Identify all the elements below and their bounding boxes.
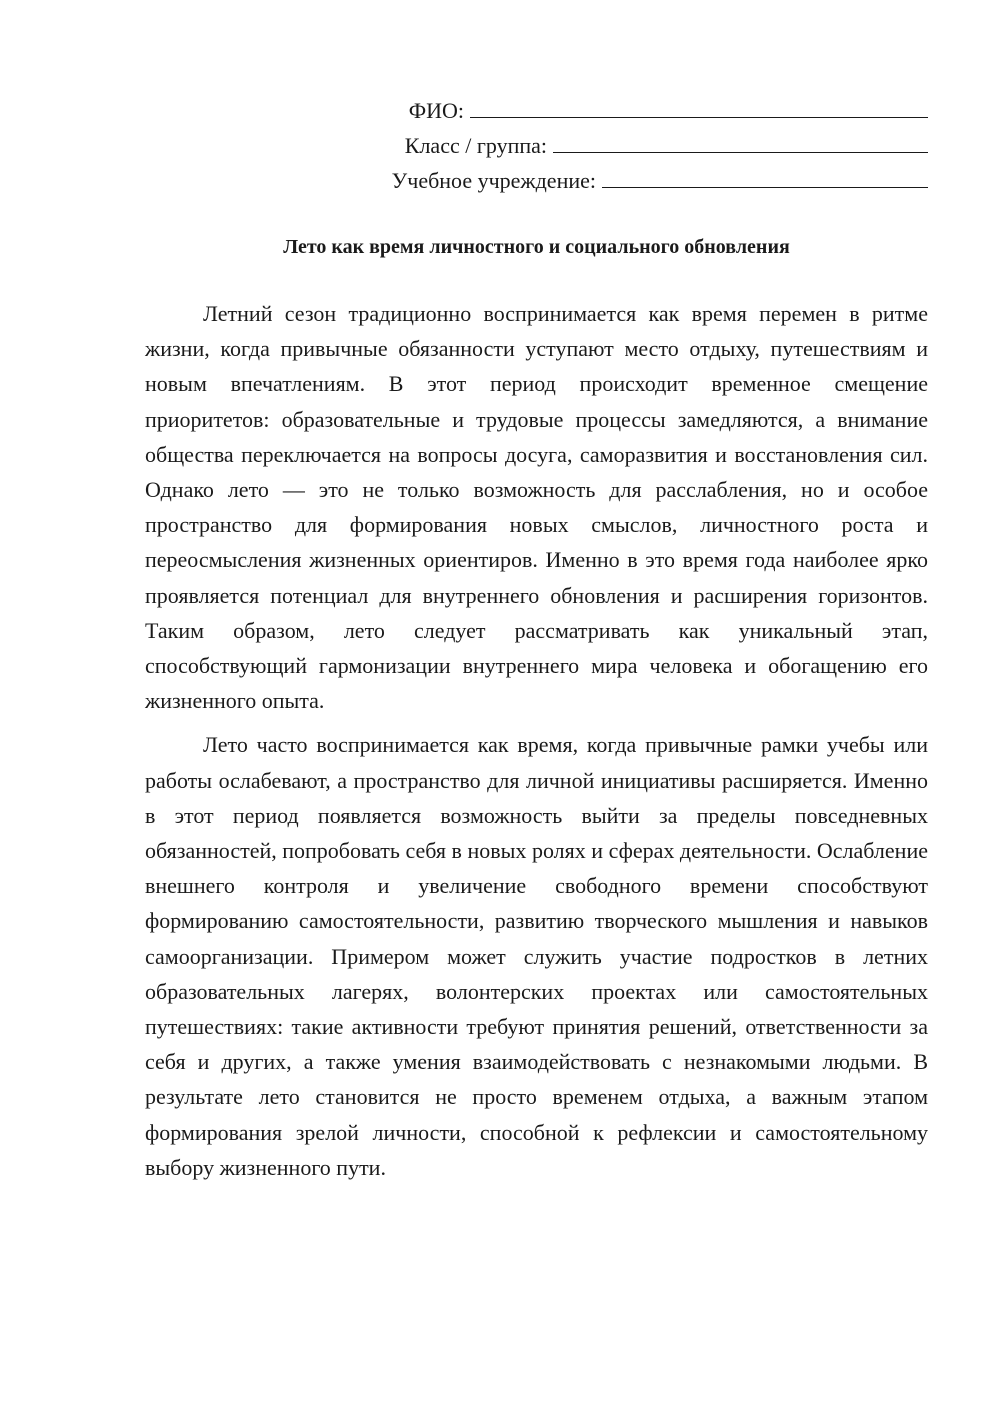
paragraph: Лето часто воспринимается как время, когда привычные рамки учебы или работы ослабевают, а пространство для личной инициативы расширяется. Именно в этот период появляется возможность выйти за пределы повседневных обязанностей, попробовать себя в новых ролях и сферах деятельности. Ослабление внешнего контроля и увеличение свободного времени способствуют формированию самостоятельности, развитию творческого мышления и навыков самоорганизации. Примером может служить участие подростков в летних образовательных лагерях, волонтерских проектах или самостоятельных путешествиях: такие активности требуют принятия решений, ответственности за себя и других, а также умения взаимодействовать с незнакомыми людьми. В результате лето становится не просто временем отдыха, а важным этапом формирования зрелой личности, способной к рефлексии и самостоятельному выбору жизненного пути.	[145, 732, 928, 1180]
class-field[interactable]	[553, 130, 928, 153]
paragraph: Летний сезон традиционно воспринимается как время перемен в ритме жизни, когда привычные обязанности уступают место отдыху, путешествиям и новым впечатлениям. В этот период происходит временное смещение приоритетов: образовательные и трудовые процессы замедляются, а внимание общества переключается на вопросы досуга, саморазвития и восстановления сил. Однако лето — это не только возможность для расслабления, но и особое пространство для формирования новых смыслов, личностного роста и переосмысления жизненных ориентиров. Именно в это время года наиболее ярко проявляется потенциал для внутреннего обновления и расширения горизонтов. Таким образом, лето следует рассматривать как уникальный этап, способствующий гармонизации внутреннего мира человека и обогащению его жизненного опыта.	[145, 301, 928, 714]
class-label: Класс / группа:	[404, 133, 547, 158]
school-field[interactable]	[602, 165, 928, 188]
school-row	[300, 163, 928, 198]
document-title: Лето как время личностного и социального обновления	[283, 236, 790, 258]
class-row	[300, 128, 928, 163]
document-body	[145, 296, 928, 1185]
student-info-form	[300, 93, 928, 198]
fio-label: ФИО:	[408, 98, 464, 123]
school-label: Учебное учреждение:	[391, 168, 596, 193]
fio-row	[300, 93, 928, 128]
fio-field[interactable]	[470, 95, 928, 118]
